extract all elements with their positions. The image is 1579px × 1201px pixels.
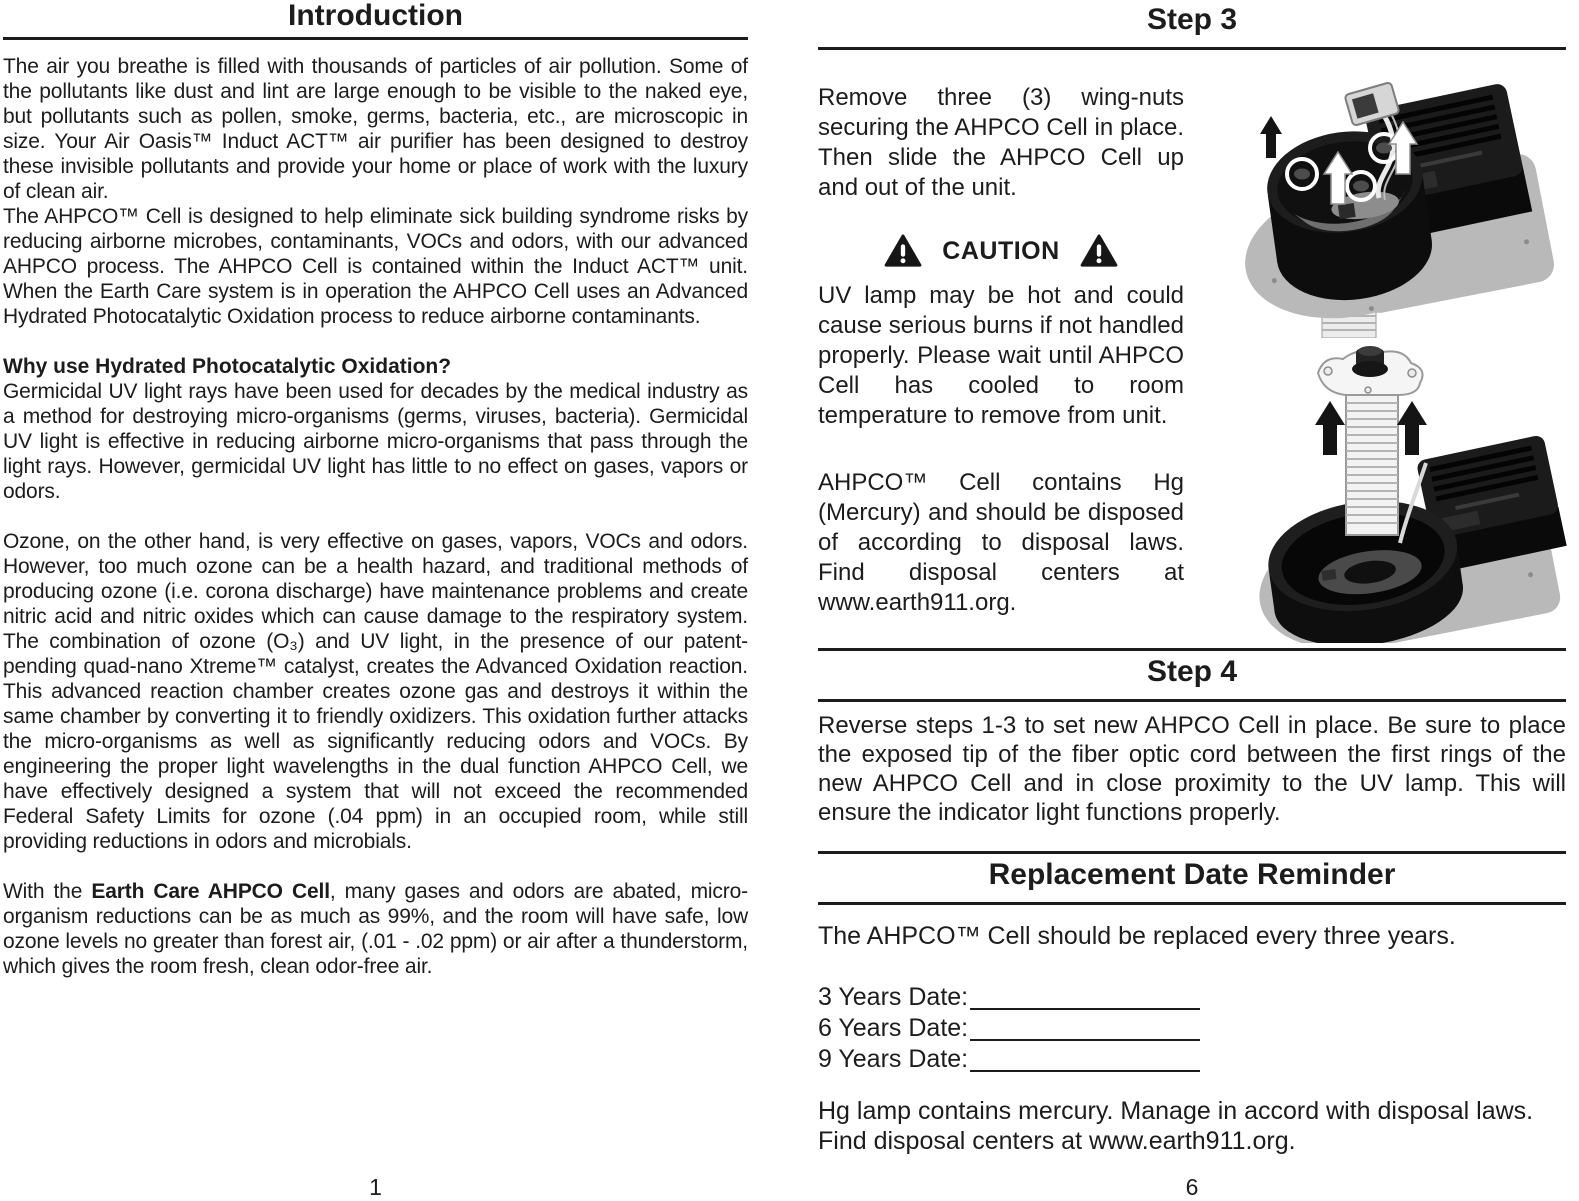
intro-paragraph-5 <box>3 879 748 979</box>
page-number-right: 6 <box>1185 1174 1199 1200</box>
up-arrow <box>1260 116 1282 158</box>
step4-rule-bottom <box>818 699 1566 702</box>
step4-title: Step 4 <box>1146 655 1238 688</box>
step3-rule <box>818 47 1566 50</box>
date-blank-line <box>970 1008 1200 1010</box>
intro-paragraph-3: Germicidal UV light rays have been used for decades by the medical industry as a method for destroying micro-organisms (germs, viruses, bacteria). Germicidal UV light is effective in reducing airborne micro-organisms that pass through the light rays. However, germicidal UV light has little to no effect on gases, vapors or odors. <box>3 380 748 503</box>
reminder-title: Replacement Date Reminder <box>988 858 1396 891</box>
mercury-note-line1: Hg lamp contains mercury. Manage in accord with disposal laws. <box>818 1097 1534 1125</box>
date-label: 9 Years Date: <box>818 1045 969 1073</box>
paragraph-text: , many gases and odors are abated, micro-organism reductions can be as much as 99%, and the room will have safe, low ozone levels no greater than forest air, (.01 - .02 ppm) or air after a thunderstorm, which gives the room fresh, clean odor-free air. <box>3 880 748 978</box>
page-right <box>818 0 1566 1200</box>
page-number-left: 1 <box>369 1174 382 1200</box>
step3-body: Remove three (3) wing-nuts securing the AHPCO Cell in place. Then slide the AHPCO Cell up and out of the unit. <box>818 84 1184 201</box>
warning-triangle-icon <box>1080 234 1118 268</box>
mercury-disposal-body: AHPCO™ Cell contains Hg (Mercury) and should be disposed of according to disposal laws. Find disposal centers at www.earth911.org. <box>818 469 1184 616</box>
step4-body: Reverse steps 1-3 to set new AHPCO Cell in place. Be sure to place the exposed tip of the fiber optic cord between the first rings of the new AHPCO Cell and in close proximity to the UV lamp. This will ensure the indicator light functions properly. <box>818 712 1566 826</box>
date-label: 3 Years Date: <box>818 983 969 1011</box>
paragraph-text: With the <box>3 880 92 903</box>
up-arrow <box>1315 401 1345 455</box>
page-left <box>3 0 748 1200</box>
illustration-cell-removed <box>1248 343 1578 643</box>
warning-triangle-icon <box>884 234 922 268</box>
title-rule <box>3 37 748 40</box>
intro-paragraph-4: Ozone, on the other hand, is very effective on gases, vapors, VOCs and odors. However, too much ozone can be a health hazard, and traditional methods of producing ozone (i.e. corona discharge) have maintenance problems and create nitric acid and nitric oxides which can cause damage to the respiratory system. The combination of ozone (O₃) and UV light, in the presence of our patent-pending quad-nano Xtreme™ catalyst, creates the Advanced Oxidation reaction. This advanced reaction chamber creates ozone gas and destroys it within the same chamber by converting it to friendly oxidizers. This oxidation further attacks the micro-organisms as well as significantly reducing odors and VOCs. By engineering the proper light wavelengths in the dual function AHPCO Cell, we have effectively designed a system that will not exceed the recommended Federal Safety Limits for ozone (.04 ppm) in an occupied room, while still providing reductions in odors and microbials. <box>3 530 748 853</box>
caution-row <box>818 234 1184 268</box>
caution-body: UV lamp may be hot and could cause serious burns if not handled properly. Please wait until AHPCO Cell has cooled to room temperature to remove from unit. <box>818 282 1184 429</box>
replacement-date-list <box>818 983 968 1076</box>
reminder-rule-bottom <box>818 902 1566 905</box>
step4-rule-top <box>818 648 1566 651</box>
date-blank-line <box>970 1070 1200 1072</box>
intro-paragraph-2: The AHPCO™ Cell is designed to help eliminate sick building syndrome risks by reducing airborne microbes, contaminants, VOCs and odors, with our advanced AHPCO process. The AHPCO Cell is contained within the Induct ACT™ unit. When the Earth Care system is in operation the AHPCO Cell uses an Advanced Hydrated Photocatalytic Oxidation process to reduce airborne contaminants. <box>3 205 748 328</box>
reminder-intro: The AHPCO™ Cell should be replaced every three years. <box>818 922 1456 950</box>
date-blank-line <box>970 1039 1200 1041</box>
date-label: 6 Years Date: <box>818 1014 969 1042</box>
date-line-3-years <box>818 983 968 1014</box>
emphasized-product-name: Earth Care AHPCO Cell <box>91 880 330 903</box>
mercury-note-line2: Find disposal centers at www.earth911.org. <box>818 1127 1296 1155</box>
date-line-9-years <box>818 1045 968 1076</box>
intro-paragraph-1: The air you breathe is filled with thousands of particles of air pollution. Some of the pollutants like dust and lint are large enough to be visible to the naked eye, but pollutants such as pollen, smoke, germs, bacteria, etc., are microscopic in size. Your Air Oasis™ Induct ACT™ air purifier has been designed to destroy these invisible pollutants and provide your home or place of work with the luxury of clean air. <box>3 55 748 203</box>
step3-title: Step 3 <box>1146 3 1238 36</box>
section-heading: Why use Hydrated Photocatalytic Oxidation? <box>3 355 452 378</box>
reminder-rule-top <box>818 851 1566 854</box>
caution-label: CAUTION <box>942 236 1060 265</box>
date-line-6-years <box>818 1014 968 1045</box>
page-title: Introduction <box>288 0 463 32</box>
up-arrow <box>1397 401 1427 455</box>
illustration-unit-wingnuts <box>1240 66 1579 338</box>
